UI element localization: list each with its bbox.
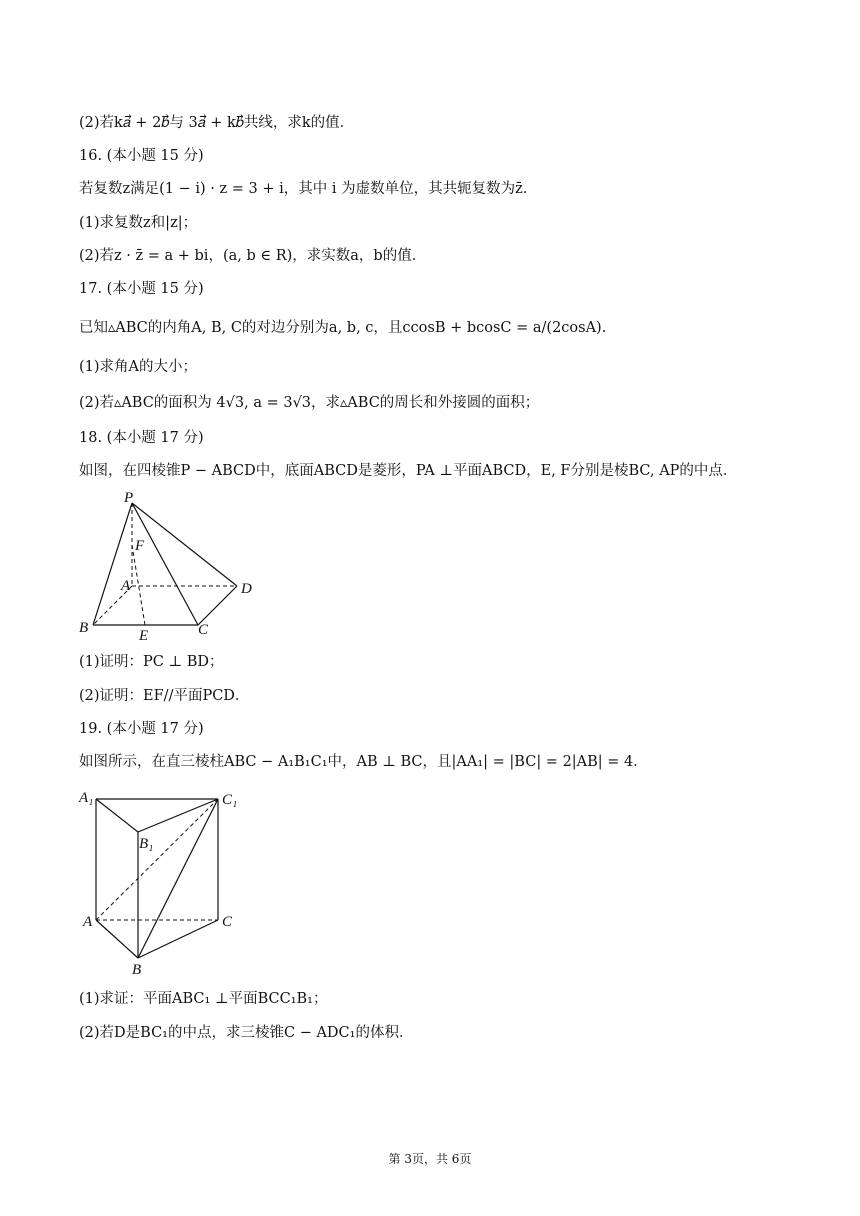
q16-part1: (1)求复数z和|z|； (79, 215, 198, 231)
q17-statement: 已知▵ABC的内角A, B, C的对边分别为a, b, c，且ccosB + bcosC = a/(2cosA). (79, 320, 607, 336)
label-B1: B₁ (139, 836, 154, 852)
q18-statement: 如图，在四棱锥P − ABCD中，底面ABCD是菱形，PA ⊥平面ABCD，E, F分别是棱BC, AP的中点． (79, 463, 738, 479)
q18-header: 18. (本小题 17 分) (79, 430, 204, 446)
label-F: F (135, 538, 145, 554)
q18-part1: (1)证明：PC ⊥ BD； (79, 654, 224, 670)
label-P: P (124, 490, 134, 506)
label-A: A (121, 578, 131, 594)
q17-part1: (1)求角A的大小； (79, 359, 198, 375)
label-E: E (139, 628, 149, 644)
label-C1: C₁ (222, 792, 238, 808)
page-footer: 第 3页，共 6页 (388, 1152, 472, 1166)
label-C: C (198, 622, 209, 638)
label-B: B (132, 962, 142, 978)
q18-part2: (2)证明：EF//平面PCD． (79, 688, 250, 704)
label-B: B (79, 620, 89, 636)
pyramid-figure (75, 490, 265, 645)
q16-statement: 若复数z满足(1 − i) · z = 3 + i，其中 i 为虚数单位，其共轭复数为z̄. (79, 181, 528, 197)
q19-part2: (2)若D是BC₁的中点，求三棱锥C − ADC₁的体积． (79, 1025, 414, 1041)
q16-part2: (2)若z · z̄ = a + bi，(a, b ∈ R)，求实数a，b的值． (79, 248, 427, 264)
q15-part2: (2)若k𝑎⃗ + 2𝑏⃗与 3𝑎⃗ + k𝑏⃗共线，求k的值． (79, 115, 355, 131)
label-C: C (222, 914, 233, 930)
label-D: D (241, 581, 252, 597)
label-A: A (83, 914, 93, 930)
q19-statement: 如图所示，在直三棱柱ABC − A₁B₁C₁中，AB ⊥ BC，且|AA₁| = |BC| = 2|AB| = 4． (79, 754, 648, 770)
label-A1: A₁ (79, 790, 94, 806)
q17-header: 17. (本小题 15 分) (79, 281, 204, 297)
q19-header: 19. (本小题 17 分) (79, 721, 204, 737)
q17-part2: (2)若▵ABC的面积为 4√3, a = 3√3，求▵ABC的周长和外接圆的面积； (79, 395, 540, 411)
q16-header: 16. (本小题 15 分) (79, 148, 204, 164)
q19-part1: (1)求证：平面ABC₁ ⊥平面BCC₁B₁； (79, 991, 328, 1007)
prism-figure (72, 782, 252, 982)
